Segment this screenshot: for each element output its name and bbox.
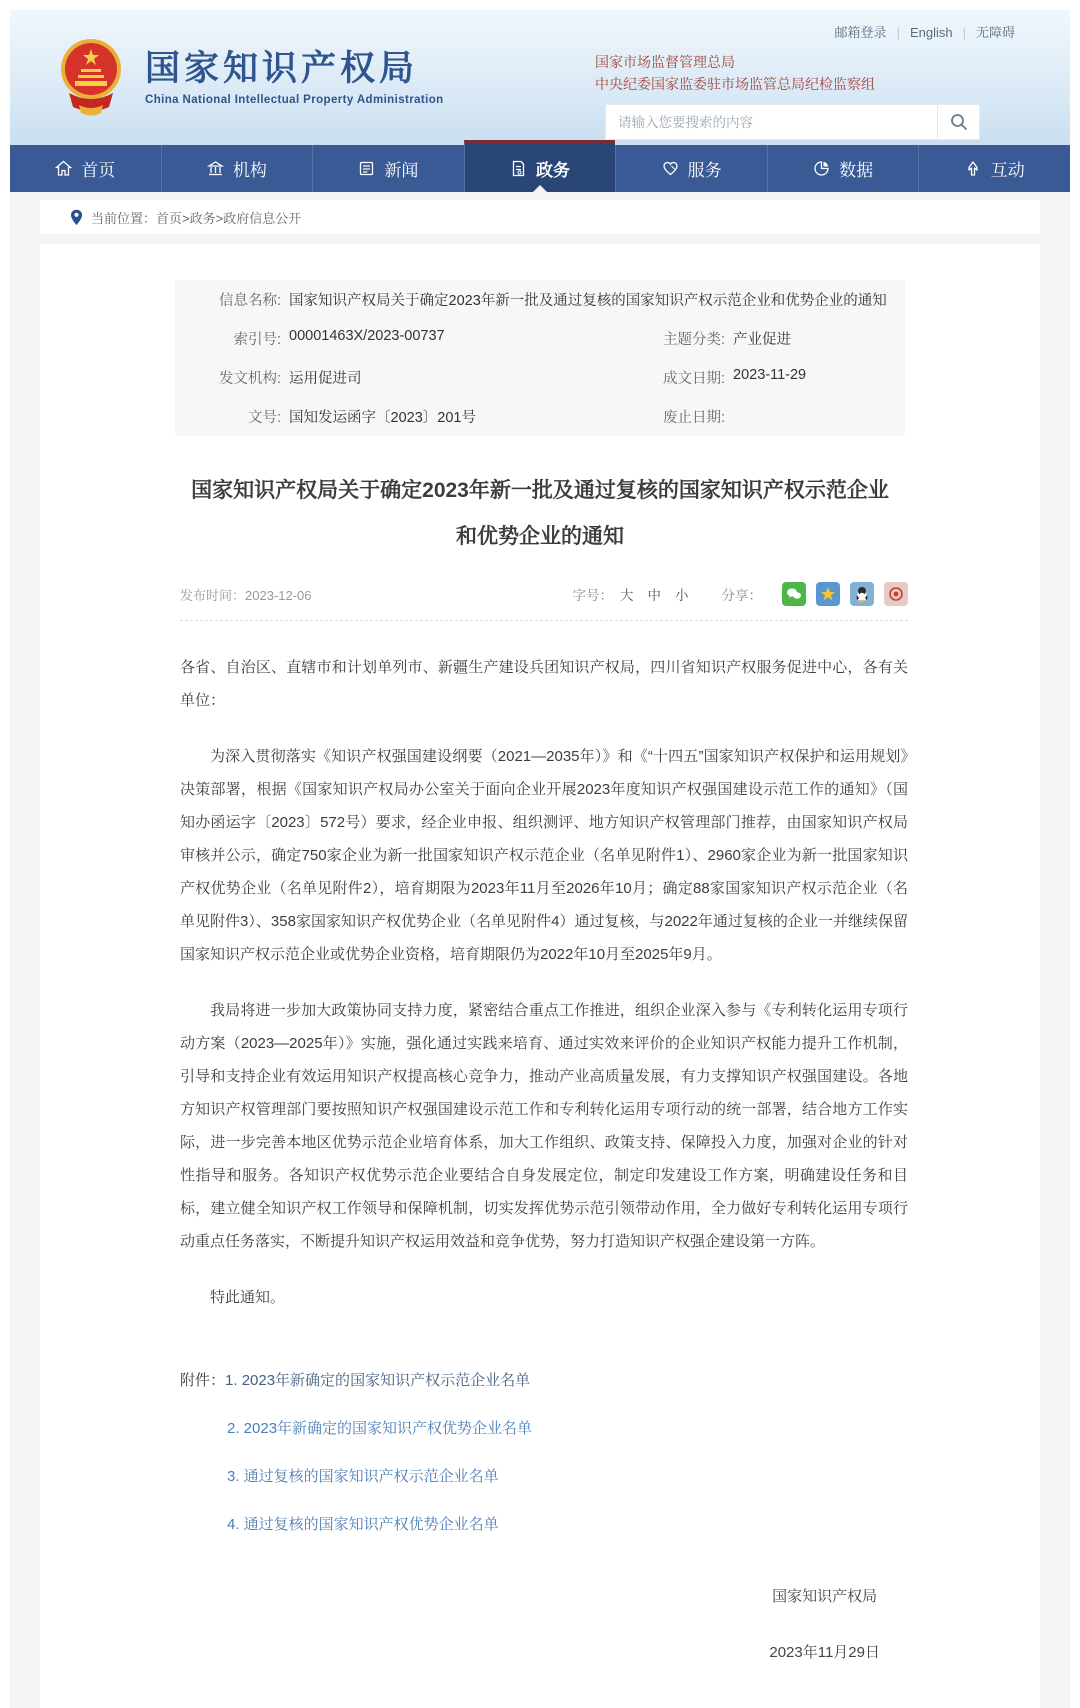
interaction-icon <box>965 160 982 177</box>
breadcrumb <box>40 200 1040 234</box>
weibo-share-icon[interactable] <box>884 582 908 606</box>
site-title: 国家知识产权局 <box>145 49 419 88</box>
doc-number-value: 国知发运函字〔2023〕201号 <box>289 410 476 426</box>
page-title <box>140 468 940 560</box>
main-nav <box>10 145 1070 192</box>
article-paragraph: 为深入贯彻落实《知识产权强国建设纲要（2021—2035年）》和《“十四五”国家知识产权保护和运用规划》决策部署，根据《国家知识产权局办公室关于面向企业开展2023年度知识产权强国建设示范工作的通知》（国知办函运字〔2023〕572号）要求，经企业申报、组织测评、地方知识产权管理部门推荐，由国家知识产权局审核并公示，确定750家企业为新一批国家知识产权示范企业（名单见附件1）、2960家企业为新一批国家知识产权优势企业（名单见附件2），培育期限为2023年11月至2026年10月；确定88家国家知识产权示范企业（名单见附件3）、358家国家知识产权优势企业（名单见附件4）通过复核，与2022年通过复核的企业一并继续保留国家知识产权示范企业或优势企业资格，培育期限仍为2022年10月至2025年9月。 <box>180 748 908 963</box>
government-affairs-icon <box>510 160 527 177</box>
document-info-table <box>175 280 905 436</box>
breadcrumb-text <box>91 208 301 227</box>
index-number-label: 索引号: <box>233 332 281 348</box>
nav-item-home[interactable] <box>10 145 161 192</box>
nav-label: 机构 <box>232 161 267 180</box>
attachment-row <box>180 1466 908 1488</box>
nav-item-institution[interactable] <box>161 145 313 192</box>
national-emblem-logo <box>55 35 127 119</box>
divider: | <box>896 25 900 40</box>
article-paragraph: 我局将进一步加大政策协同支持力度，紧密结合重点工作推进，组织企业深入参与《专利转化运用专项行动方案（2023—2025年）》实施，强化通过实践来培育、通过实效来评价的企业知识产权能力提升工作机制，引导和支持企业有效运用知识产权提高核心竞争力，推动产业高质量发展，有力支撑知识产权强国建设。各地方知识产权管理部门要按照知识产权强国建设示范工作和专利转化运用专项行动的统一部署，结合地方工作实际，进一步完善本地区优势示范企业培育体系，加大工作组织、政策支持、保障投入力度，加强对企业的针对性指导和服务。各知识产权优势示范企业要结合自身发展定位，制定印发建设工作方案，明确建设任务和目标，建立健全知识产权工作领导和保障机制，切实发挥优势示范引领带动作用，全力做好专利转化运用专项行动重点任务落实，不断提升知识产权运用效益和竞争优势，努力打造知识产权强企建设第一方阵。 <box>180 1002 908 1250</box>
logo-block <box>55 35 444 119</box>
nav-label: 服务 <box>687 161 722 180</box>
nav-item-interaction[interactable] <box>918 145 1070 192</box>
article-paragraph: 特此通知。 <box>210 1289 286 1306</box>
data-icon <box>813 160 830 177</box>
search-box <box>605 104 980 140</box>
nav-item-news[interactable] <box>312 145 464 192</box>
table-row <box>175 319 905 358</box>
search-input[interactable] <box>606 105 937 139</box>
repeal-date-label: 废止日期: <box>662 410 725 426</box>
meta-row <box>180 582 908 621</box>
article-body <box>180 651 908 1314</box>
nav-label: 新闻 <box>384 161 419 180</box>
mail-login-link[interactable]: 邮箱登录 <box>834 25 887 40</box>
qq-share-icon[interactable] <box>850 582 874 606</box>
meta-right <box>573 582 909 606</box>
org-link-samr[interactable]: 国家市场监督管理总局 <box>595 54 735 70</box>
article-wrap <box>40 582 1040 1668</box>
topic-value: 产业促进 <box>733 332 791 348</box>
repeal-date-value <box>725 397 905 436</box>
magnifier-icon <box>950 113 968 131</box>
qzone-share-icon[interactable] <box>816 582 840 606</box>
issuer-value: 运用促进司 <box>289 371 362 387</box>
table-row <box>175 397 905 436</box>
publish-label: 发布时间： <box>180 587 246 603</box>
site-subtitle-en: China National Intellectual Property Administration <box>145 94 444 106</box>
breadcrumb-label: 当前位置： <box>91 210 157 226</box>
attachment-link-1[interactable]: 1. 2023年新确定的国家知识产权示范企业名单 <box>225 1372 531 1389</box>
font-size-small[interactable]: 小 <box>675 588 689 603</box>
article-paragraph: 各省、自治区、直辖市和计划单列市、新疆生产建设兵团知识产权局，四川省知识产权服务促进中心，各有关单位： <box>180 659 908 709</box>
title-line-2: 和优势企业的通知 <box>456 525 624 548</box>
location-pin-icon <box>70 209 83 226</box>
topic-label: 主题分类: <box>662 332 725 348</box>
attachment-row <box>180 1514 908 1536</box>
breadcrumb-path[interactable]: 首页>政务>政府信息公开 <box>156 210 302 226</box>
publish-date: 2023-12-06 <box>245 587 312 603</box>
table-row <box>175 280 905 319</box>
font-size-label: 字号： <box>572 588 613 603</box>
signature-org: 国家知识产权局 <box>772 1588 878 1605</box>
home-icon <box>55 160 72 177</box>
header-right <box>595 22 1025 140</box>
english-link[interactable]: English <box>909 25 953 40</box>
attachments-list <box>180 1370 908 1536</box>
written-date-value: 2023-11-29 <box>733 367 807 383</box>
service-icon <box>662 160 679 177</box>
attachments-label: 附件： <box>180 1372 226 1389</box>
doc-number-label: 文号: <box>247 410 281 426</box>
nav-label: 互动 <box>990 161 1025 180</box>
font-size-large[interactable]: 大 <box>620 588 634 603</box>
related-org-links <box>595 51 1025 95</box>
logo-text <box>145 48 444 106</box>
attachment-row <box>180 1418 908 1440</box>
nav-item-data[interactable] <box>767 145 919 192</box>
content-card <box>40 244 1040 1708</box>
font-size-medium[interactable]: 中 <box>647 588 661 603</box>
accessibility-link[interactable]: 无障碍 <box>975 25 1015 40</box>
title-line-1: 国家知识产权局关于确定2023年新一批及通过复核的国家知识产权示范企业 <box>191 479 889 502</box>
signature-date: 2023年11月29日 <box>769 1644 880 1661</box>
search-button[interactable] <box>937 105 979 139</box>
top-links <box>605 22 1025 41</box>
divider: | <box>962 25 966 40</box>
org-link-discipline[interactable]: 中央纪委国家监委驻市场监管总局纪检监察组 <box>595 76 875 92</box>
nav-item-government-affairs[interactable] <box>464 140 616 192</box>
publish-time <box>180 585 312 604</box>
page-band <box>10 192 1070 1708</box>
nav-label: 政务 <box>536 160 571 180</box>
table-row <box>175 358 905 397</box>
attachment-row <box>180 1370 908 1392</box>
info-name-label: 信息名称: <box>218 293 281 309</box>
issuer-label: 发文机构: <box>218 371 281 387</box>
site-header <box>10 10 1070 145</box>
attachment-link-2[interactable]: 2. 2023年新确定的国家知识产权优势企业名单 <box>227 1420 533 1437</box>
nav-label: 数据 <box>839 161 874 180</box>
written-date-label: 成文日期: <box>662 371 725 387</box>
wechat-share-icon[interactable] <box>782 582 806 606</box>
institution-icon <box>207 160 224 177</box>
attachment-link-4[interactable]: 4. 通过复核的国家知识产权优势企业名单 <box>227 1516 499 1533</box>
signature-block <box>180 1582 908 1668</box>
share-label: 分享： <box>721 588 762 603</box>
nav-label: 首页 <box>81 161 116 180</box>
news-icon <box>358 160 375 177</box>
nav-item-service[interactable] <box>615 145 767 192</box>
info-name-value: 国家知识产权局关于确定2023年新一批及通过复核的国家知识产权示范企业和优势企业的通知 <box>289 293 887 309</box>
index-number-value: 00001463X/2023-00737 <box>289 328 445 344</box>
attachment-link-3[interactable]: 3. 通过复核的国家知识产权示范企业名单 <box>227 1468 499 1485</box>
